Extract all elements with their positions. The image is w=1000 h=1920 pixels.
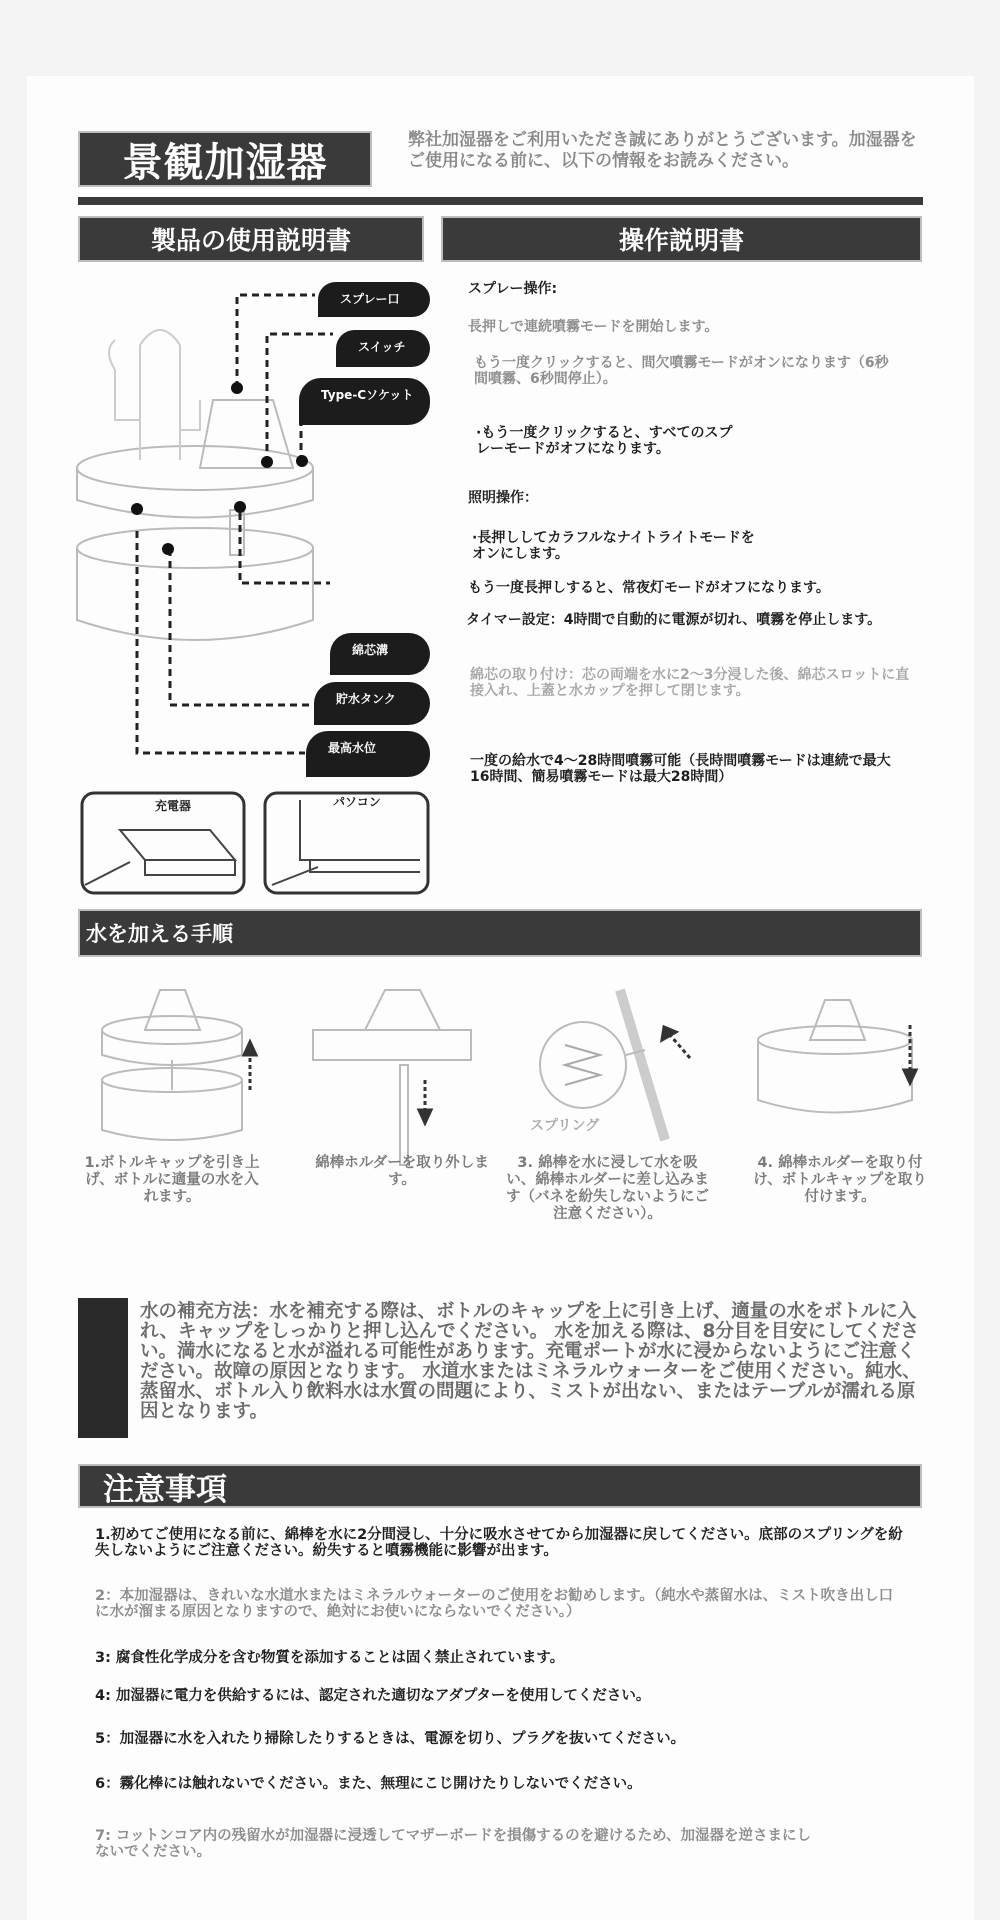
- arrow-up-icon: [662, 1027, 676, 1040]
- wick-install-text: 綿芯の取り付け：芯の両端を水に2～3分浸した後、綿芯スロットに直接入れ、上蓋と水カップを押して閉じます。: [470, 667, 910, 699]
- spray-step-2: もう一度クリックすると、間欠噴霧モードがオンになります（6秒間噴霧、6秒間停止）。: [474, 355, 889, 387]
- arrow-up-icon: [244, 1042, 256, 1055]
- product-manual-header: 製品の使用説明書: [78, 216, 424, 262]
- charger-label: 充電器: [155, 799, 192, 813]
- spray-step-1: 長押しで連続噴霧モードを開始します。: [468, 319, 719, 335]
- intro-text: 弊社加湿器をご利用いただき誠にありがとうございます。加湿器をご使用になる前に、以下の情報をお読みください。: [408, 130, 917, 171]
- operation-manual-header: 操作説明書: [441, 216, 922, 262]
- notice-item-1: 1.初めてご使用になる前に、綿棒を水に2分間浸し、十分に吸水させてから加湿器に戻してください。底部のスプリングを紛失しないようにご注意ください。紛失すると噴霧機能に影響が出ます。: [95, 1527, 903, 1559]
- runtime-text: 一度の給水で4～28時間噴霧可能（長時間噴霧モードは連続で最大16時間、簡易噴霧モードは最大28時間）: [470, 753, 891, 785]
- notice-item-2: 2：本加湿器は、きれいな水道水またはミネラルウォーターのご使用をお勧めします。（純水や蒸留水は、ミスト吹き出し口に水が溜まる原因となりますので、絶対にお使いにならないでください。）: [95, 1588, 894, 1620]
- notice-item-3: 3: 腐食性化学成分を含む物質を添加することは固く禁止されています。: [95, 1650, 565, 1666]
- spray-heading: スプレー操作:: [468, 281, 558, 297]
- add-water-steps-header: 水を加える手順: [78, 909, 922, 957]
- notices-header: 注意事項: [78, 1464, 922, 1508]
- label-spray-outlet: スプレー口: [318, 282, 430, 317]
- timer-text: タイマー設定：4時間で自動的に電源が切れ、噴霧を停止します。: [466, 612, 882, 628]
- step-1-caption: 1.ボトルキャップを引き上げ、ボトルに適量の水を入れます。: [84, 1155, 260, 1205]
- step-4-illustration: [758, 1000, 912, 1113]
- pc-label: パソコン: [333, 795, 381, 809]
- notice-item-6: 6：霧化棒には触れないでください。また、無理にこじ開けたりしないでください。: [95, 1776, 642, 1792]
- arrow-down-icon: [419, 1110, 431, 1123]
- step-4-caption: 4. 綿棒ホルダーを取り付け、ボトルキャップを取り付けます。: [753, 1155, 927, 1205]
- spray-step-3: ·もう一度クリックすると、すべてのスプレーモードがオフになります。: [476, 425, 733, 457]
- light-step-1: ·長押ししてカラフルなナイトライトモードをオンにします。: [472, 530, 755, 562]
- step-3-caption: 3. 綿棒を水に浸して水を吸い、綿棒ホルダーに差し込みます（バネを紛失しないようにご注意ください）。: [506, 1155, 709, 1222]
- label-wick-slot: 綿芯溝: [330, 633, 430, 675]
- arrow-down-icon: [904, 1070, 916, 1083]
- note-marker: [78, 1298, 128, 1438]
- label-water-tank: 貯水タンク: [314, 682, 430, 725]
- notice-item-7: 7: コットンコア内の残留水が加湿器に浸透してマザーボードを損傷するのを避けるため、加湿器を逆さまにしないでください。: [95, 1828, 812, 1860]
- page-title: 景観加湿器: [78, 131, 372, 187]
- label-switch: スイッチ: [336, 330, 430, 367]
- label-typec-socket: Type-Cソケット: [299, 378, 430, 425]
- step-2-caption: 綿棒ホルダーを取り外します。: [315, 1155, 489, 1188]
- notice-item-4: 4: 加湿器に電力を供給するには、認定された適切なアダプターを使用してください。: [95, 1688, 651, 1704]
- step-1-illustration: [102, 990, 242, 1140]
- light-step-2: もう一度長押しすると、常夜灯モードがオフになります。: [468, 580, 830, 596]
- water-refill-note: 水の補充方法：水を補充する際は、ボトルのキャップを上に引き上げ、適量の水をボトルに入れ、キャップをしっかりと押し込んでください。 水を加える際は、8分目を目安にしてください。満水になると水が溢れる可能性があります。充電ポートが水に浸からないようにご注意ください。故障の原因となります。 水道水またはミネラルウォーターをご使用ください。純水、蒸留水、ボトル入り飲料水は水質の問題により、ミストが出ない、またはテーブルが濡れる原因となります。: [140, 1301, 921, 1422]
- light-heading: 照明操作：: [468, 490, 538, 506]
- label-max-water-level: 最高水位: [306, 731, 430, 777]
- notice-item-5: 5：加湿器に水を入れたり掃除したりするときは、電源を切り、プラグを抜いてください。: [95, 1731, 686, 1747]
- step-2-illustration: [313, 990, 471, 1165]
- spring-label: スプリング: [530, 1118, 600, 1134]
